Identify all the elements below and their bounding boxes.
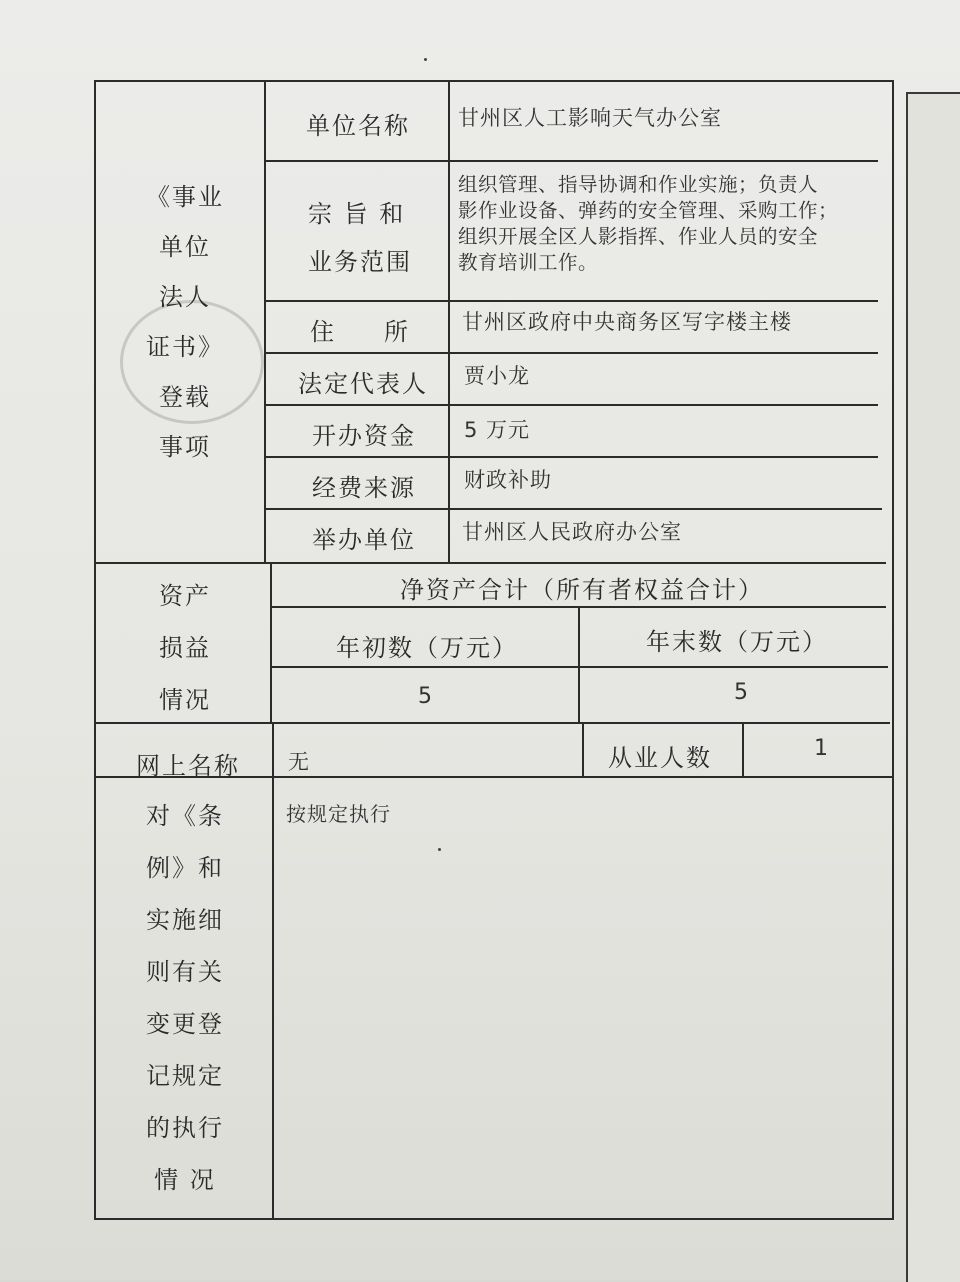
certificate-section-title: [110, 172, 260, 472]
sponsor-value: 甘州区人民政府办公室: [462, 520, 682, 544]
title-line: 证书》: [146, 333, 224, 361]
title-line: 实施细: [146, 906, 224, 934]
column-divider: [448, 80, 450, 562]
online-name-value: 无: [288, 750, 310, 774]
row-divider: [266, 300, 878, 302]
residence-label-char2: 所: [384, 318, 410, 346]
purpose-line: 教育培训工作。: [458, 251, 599, 274]
end-of-year-value: 5: [734, 680, 749, 705]
column-divider: [270, 562, 272, 722]
title-line: 情 况: [154, 1166, 216, 1194]
title-line: 《事业: [146, 183, 224, 211]
funding-source-label: 经费来源: [312, 474, 416, 502]
title-line: 对《条: [146, 802, 224, 830]
assets-section-title: [110, 570, 260, 726]
sponsor-label: 举办单位: [312, 526, 416, 554]
column-divider: [578, 606, 580, 722]
unit-name-value: 甘州区人工影响天气办公室: [458, 106, 722, 130]
purpose-line: 组织管理、指导协调和作业实施；负责人: [458, 173, 819, 196]
funding-source-value: 财政补助: [464, 468, 552, 492]
employees-label: 从业人数: [608, 744, 712, 772]
row-divider: [266, 456, 878, 458]
title-line: 记规定: [146, 1062, 224, 1090]
title-line: 资产: [159, 582, 211, 610]
purpose-label-line1: 宗 旨 和: [308, 200, 406, 228]
column-divider: [264, 80, 266, 562]
title-line: 登载: [159, 383, 211, 411]
title-line: 例》和: [146, 854, 224, 882]
row-divider: [266, 160, 878, 162]
start-of-year-header: 年初数（万元）: [336, 634, 518, 662]
startup-capital-label: 开办资金: [312, 422, 416, 450]
column-divider: [272, 722, 274, 1220]
employees-value: 1: [814, 736, 829, 761]
startup-capital-value: 5 万元: [464, 418, 531, 442]
residence-value: 甘州区政府中央商务区写字楼主楼: [462, 310, 792, 334]
title-line: 事项: [159, 433, 211, 461]
column-divider: [742, 722, 744, 776]
purpose-line: 影作业设备、弹药的安全管理、采购工作；: [458, 199, 839, 222]
title-line: 损益: [159, 634, 211, 662]
title-line: 单位: [159, 233, 211, 261]
online-name-label: 网上名称: [136, 752, 240, 780]
purpose-label-line2: 业务范围: [308, 248, 412, 276]
legal-rep-value: 贾小龙: [464, 364, 530, 388]
title-line: 的执行: [146, 1114, 224, 1142]
net-assets-header: 净资产合计（所有者权益合计）: [400, 576, 764, 604]
row-divider: [272, 666, 888, 668]
purpose-value: [458, 172, 873, 276]
row-divider: [266, 352, 878, 354]
execution-section-title: [110, 790, 260, 1206]
row-divider: [266, 508, 882, 510]
unit-name-label: 单位名称: [306, 112, 410, 140]
execution-value: 按规定执行: [286, 802, 391, 826]
column-divider: [582, 722, 584, 776]
end-of-year-header: 年末数（万元）: [646, 628, 828, 656]
row-divider: [266, 404, 878, 406]
speck: [424, 58, 427, 61]
residence-label-char1: 住: [310, 318, 336, 346]
title-line: 法人: [159, 283, 211, 311]
title-line: 变更登: [146, 1010, 224, 1038]
start-of-year-value: 5: [418, 684, 433, 709]
purpose-line: 组织开展全区人影指挥、作业人员的安全: [458, 225, 819, 248]
legal-rep-label: 法定代表人: [298, 370, 428, 398]
section-divider: [94, 562, 886, 564]
title-line: 则有关: [146, 958, 224, 986]
adjacent-page-edge: [906, 92, 960, 1282]
title-line: 情况: [159, 686, 211, 714]
